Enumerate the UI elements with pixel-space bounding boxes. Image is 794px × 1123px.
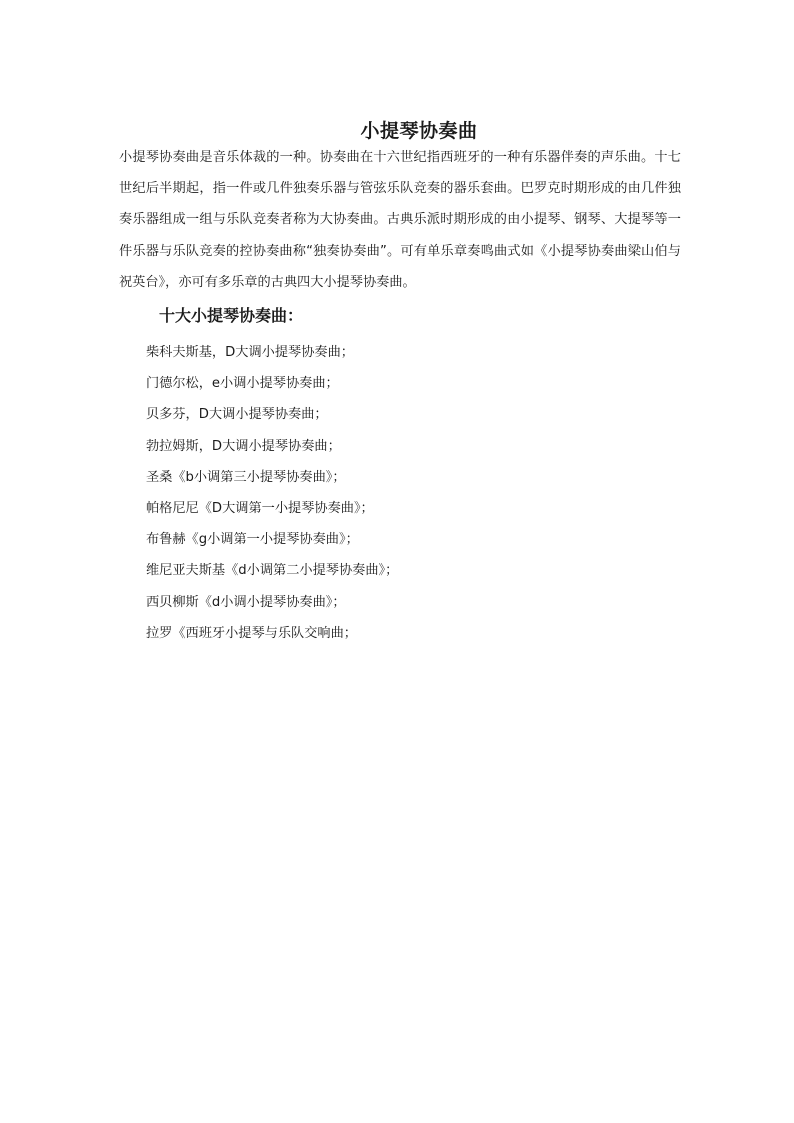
list-item: 圣桑《b小调第三小提琴协奏曲》； [146, 469, 346, 485]
list-item: 柴科夫斯基，D大调小提琴协奏曲； [146, 345, 354, 360]
list-item: 西贝柳斯《d小调小提琴协奏曲》； [146, 594, 346, 610]
list-item: 勃拉姆斯，D大调小提琴协奏曲； [146, 438, 341, 454]
list-item: 贝多芬，D大调小提琴协奏曲； [146, 407, 328, 423]
list-item: 门德尔松，e小调小提琴协奏曲； [146, 376, 339, 392]
list-item: 拉罗《西班牙小提琴与乐队交响曲； [146, 625, 357, 641]
list-item: 帕格尼尼《D大调第一小提琴协奏曲》； [146, 500, 374, 516]
concerto-list [146, 337, 398, 649]
list-heading: 十大小提琴协奏曲： [159, 306, 304, 325]
page-title: 小提琴协奏曲 [360, 119, 478, 142]
intro-paragraph: 小提琴协奏曲是音乐体裁的一种。协奏曲在十六世纪指西班牙的一种有乐器伴奏的声乐曲。十七世纪后半期起，指一件或几件独奏乐器与管弦乐队竞奏的器乐套曲。巴罗克时期形成的由几件独奏乐器组成一组与乐队竞奏者称为大协奏曲。古典乐派时期形成的由小提琴、钢琴、大提琴等一件乐器与乐队竞奏的控协奏曲称“独奏协奏曲”。可有单乐章奏鸣曲式如《小提琴协奏曲梁山伯与祝英台》，亦可有多乐章的古典四大小提琴协奏曲。 [119, 150, 681, 290]
list-item: 布鲁赫《g小调第一小提琴协奏曲》； [146, 532, 359, 548]
list-item: 维尼亚夫斯基《d小调第二小提琴协奏曲》； [146, 563, 399, 579]
